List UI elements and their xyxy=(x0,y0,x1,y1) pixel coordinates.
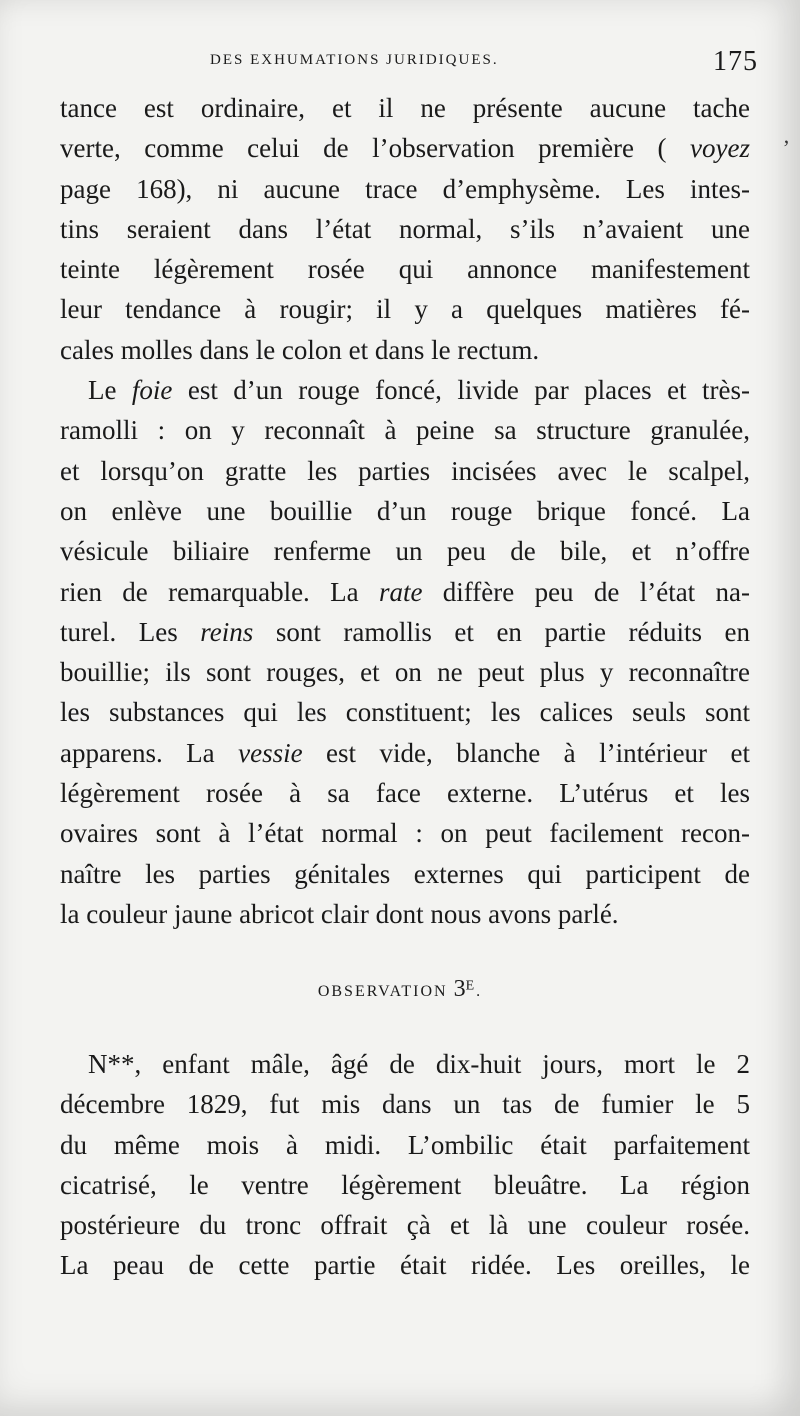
italic-word: reins xyxy=(200,616,254,647)
margin-mark: ’ xyxy=(782,135,790,160)
text-fragment: verte, comme celui de l’observation première ( xyxy=(60,133,667,164)
text-line: et lorsqu’on gratte les parties incisées avec le scalpel, xyxy=(60,455,750,486)
text-line xyxy=(60,572,750,612)
text-line: teinte légèrement rosée qui annonce manifestement xyxy=(60,254,750,285)
text-fragment: est d’un rouge foncé, livide par places et très- xyxy=(172,375,750,406)
text-fragment: apparens. La xyxy=(60,737,239,768)
text-line xyxy=(60,128,750,168)
text-line: la couleur jaune abricot clair dont nous avons parlé. xyxy=(60,898,619,929)
text-line: page 168), ni aucune trace d’emphysème. Les intes- xyxy=(60,173,750,204)
text-fragment: turel. Les xyxy=(60,616,201,647)
text-line: vésicule biliaire renferme un peu de bile, et n’offre xyxy=(60,536,750,567)
text-line: bouillie; ils sont rouges, et on ne peut plus y reconnaître xyxy=(60,657,750,688)
running-title: DES EXHUMATIONS JURIDIQUES. xyxy=(210,52,499,68)
italic-word: voyez xyxy=(690,133,750,164)
text-fragment: rien de remarquable. La xyxy=(60,576,379,607)
text-line xyxy=(60,733,750,773)
text-fragment: Le xyxy=(88,375,132,406)
italic-word: rate xyxy=(378,576,423,607)
body-text-observation xyxy=(60,1044,750,1286)
text-fragment: est vide, blanche à l’intérieur et xyxy=(302,737,750,768)
text-fragment: sont ramollis et en partie réduits en xyxy=(253,616,750,647)
italic-word: foie xyxy=(131,375,173,406)
section-period: . xyxy=(476,983,483,1000)
section-heading xyxy=(0,976,800,1003)
text-line: du même mois à midi. L’ombilic était parfaitement xyxy=(60,1129,750,1160)
text-line: légèrement rosée à sa face externe. L’utérus et les xyxy=(60,778,750,809)
text-line: La peau de cette partie était ridée. Les oreilles, le xyxy=(60,1250,750,1281)
italic-word: vessie xyxy=(238,737,303,768)
text-line: décembre 1829, fut mis dans un tas de fumier le 5 xyxy=(60,1089,750,1120)
text-line: cicatrisé, le ventre légèrement bleuâtre. La région xyxy=(60,1169,750,1200)
text-line: N**, enfant mâle, âgé de dix-huit jours, mort le 2 xyxy=(88,1049,750,1079)
text-line: on enlève une bouillie d’un rouge brique foncé. La xyxy=(60,495,750,526)
page-number: 175 xyxy=(713,46,758,77)
text-line: naître les parties génitales externes qui participent de xyxy=(60,858,750,889)
body-text xyxy=(60,88,750,934)
text-line: postérieure du tronc offrait çà et là une couleur rosée. xyxy=(60,1210,750,1241)
text-line: tance est ordinaire, et il ne présente aucune tache xyxy=(60,93,750,123)
text-line: les substances qui les constituent; les calices seuls sont xyxy=(60,697,750,728)
text-line: cales molles dans le colon et dans le rectum. xyxy=(60,334,540,365)
running-head xyxy=(60,46,760,80)
section-number: 3 xyxy=(453,976,466,1002)
text-fragment: diffère peu de l’état na- xyxy=(422,576,750,607)
text-line: leur tendance à rougir; il y a quelques matières fé- xyxy=(60,294,750,325)
text-line: ovaires sont à l’état normal : on peut facilement recon- xyxy=(60,818,750,849)
text-line: ramolli : on y reconnaît à peine sa structure granulée, xyxy=(60,415,750,446)
text-line xyxy=(60,612,750,652)
text-line: tins seraient dans l’état normal, s’ils n’avaient une xyxy=(60,213,750,244)
text-line xyxy=(60,370,750,410)
section-suffix: E xyxy=(465,978,477,994)
section-label: OBSERVATION xyxy=(317,983,448,1000)
